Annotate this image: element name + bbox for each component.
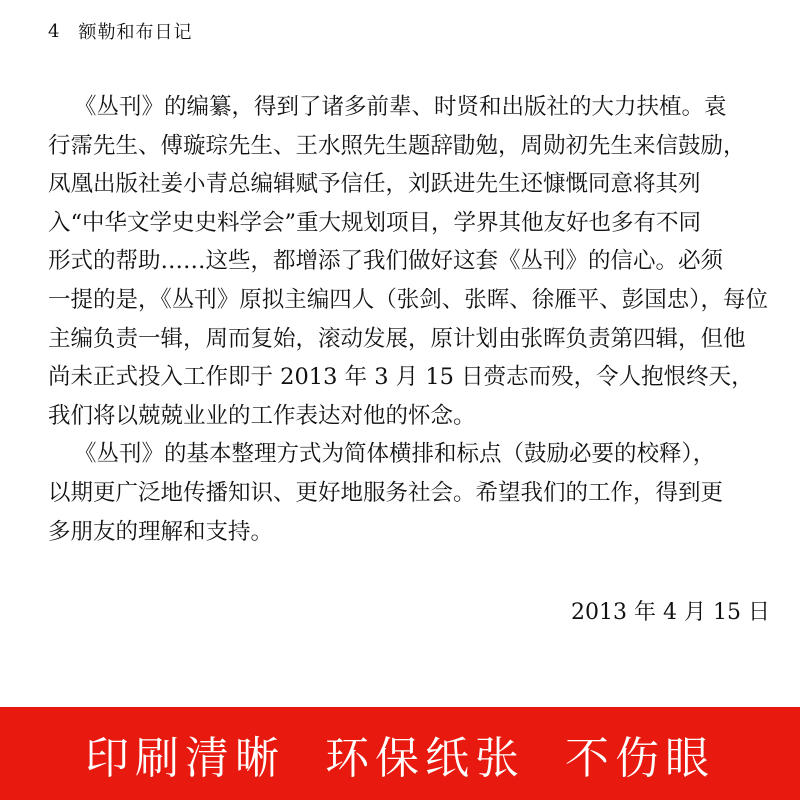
body-text <box>48 88 778 551</box>
paragraph-line: 入“中华文学史史料学会”重大规划项目，学界其他友好也多有不同 <box>48 209 702 236</box>
paragraph-line: 凤凰出版社姜小青总编辑赋予信任，刘跃进先生还慷慨同意将其列 <box>48 171 701 198</box>
signature-date: 2013 年 4 月 15 日 <box>571 600 770 625</box>
paragraph-line: 我们将以兢兢业业的工作表达对他的怀念。 <box>48 402 476 429</box>
paragraph-line: 《丛刊》的编纂，得到了诸多前辈、时贤和出版社的大力扶植。袁 <box>74 94 727 120</box>
paragraph-line: 以期更广泛地传播知识、更好地服务社会。希望我们的工作，得到更 <box>48 479 724 506</box>
running-header <box>48 18 192 44</box>
page-number: 4 <box>48 20 61 42</box>
paragraph-line: 一提的是，《丛刊》原拟主编四人（张剑、张晖、徐雁平、彭国忠），每位 <box>48 286 769 313</box>
paragraph-line: 主编负责一辑，周而复始，滚动发展，原计划由张晖负责第四辑，但他 <box>48 325 746 352</box>
paragraph-line: 行霈先生、傅璇琮先生、王水照先生题辞勖勉，周勋初先生来信鼓励， <box>48 132 746 159</box>
paragraph-line: 形式的帮助……这些，都增添了我们做好这套《丛刊》的信心。必须 <box>48 248 724 275</box>
promo-banner-text: 印刷清晰 环保纸张 不伤眼 <box>85 732 715 784</box>
book-title: 额勒和布日记 <box>78 22 193 43</box>
paragraph-line: 多朋友的理解和支持。 <box>48 518 274 545</box>
paragraph-line: 尚未正式投入工作即于 2013 年 3 月 15 日赍志而殁，令人抱恨终天， <box>48 364 754 391</box>
paragraph-line: 《丛刊》的基本整理方式为简体横排和标点（鼓励必要的校释）， <box>74 441 716 468</box>
promo-banner <box>0 707 800 800</box>
